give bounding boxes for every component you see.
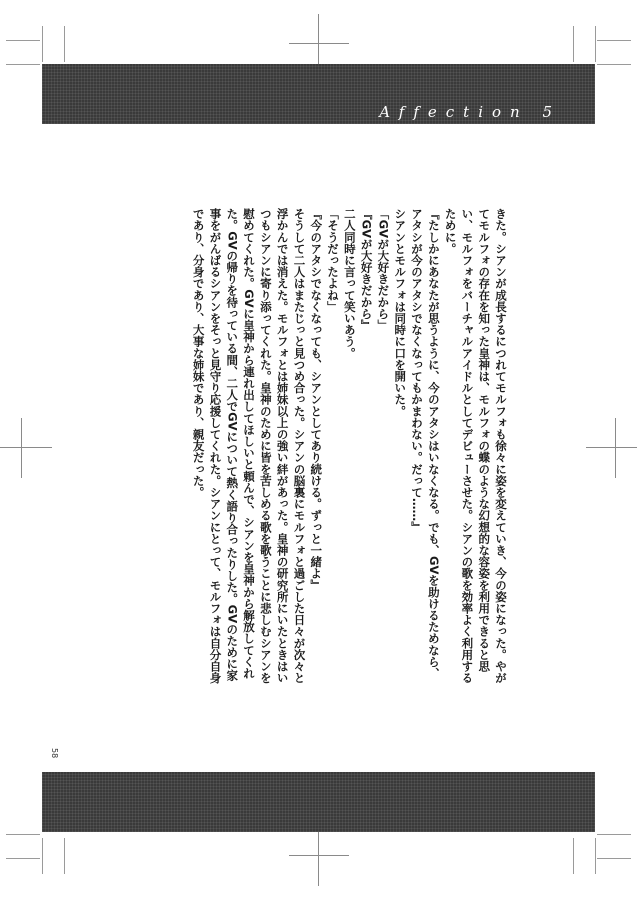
paragraph: 「そうだったよね」 bbox=[326, 208, 341, 313]
crop-mark bbox=[64, 838, 65, 874]
registration-mark-left bbox=[0, 418, 52, 478]
crop-mark bbox=[597, 858, 631, 859]
paragraph: 「GVが大好きだから」 bbox=[376, 208, 391, 331]
crop-mark bbox=[64, 26, 65, 62]
crop-mark bbox=[573, 26, 574, 62]
crop-mark bbox=[595, 26, 596, 62]
crop-mark bbox=[42, 26, 43, 62]
crop-mark bbox=[597, 834, 631, 835]
paragraph: 『今のアタシでなくなっても、シアンとしてあり続ける。ずっと一緒よ』 bbox=[309, 208, 324, 591]
crop-mark bbox=[6, 40, 40, 41]
paragraph: 『GVが大好きだから』 bbox=[359, 208, 374, 331]
crop-mark bbox=[6, 834, 40, 835]
crop-mark bbox=[597, 40, 631, 41]
registration-mark-right bbox=[586, 418, 637, 478]
crop-mark bbox=[573, 838, 574, 874]
paragraph: 『たしかにあなたが思うように、今のアタシはいなくなる。でも、GVを助けるためなら、アタシが今のアタシでなくなってもかまわない。だって……』 bbox=[410, 208, 441, 679]
crop-mark bbox=[42, 838, 43, 874]
header-band bbox=[42, 64, 595, 124]
paragraph: シアンとモルフォは同時に口を開いた。 bbox=[393, 208, 408, 417]
page-number: 58 bbox=[50, 748, 59, 759]
body-text bbox=[124, 208, 509, 688]
paragraph: きた。シアンが成長するにつれてモルフォも徐々に姿を変えていき、今の姿になった。やがてモルフォの存在を知った皇神は、モルフォの蝶のような幻想的な容姿を利用できると思い、モルフォをバーチャルアイドルとしてデビューさせた。シアンの歌を効率よく利用するために。 bbox=[443, 208, 508, 684]
chapter-title: Affection 5 bbox=[379, 103, 561, 121]
crop-mark bbox=[6, 64, 40, 65]
footer-band bbox=[42, 772, 595, 832]
crop-mark bbox=[597, 64, 631, 65]
paragraph: 二人同時に言って笑いあう。 bbox=[342, 208, 357, 359]
registration-mark-bottom bbox=[289, 826, 349, 886]
crop-mark bbox=[6, 858, 40, 859]
paragraph: そうして二人はまたじっと見つめ合った。シアンの脳裏にモルフォと過ごした日々が次々と浮かんでは消えた。モルフォとは姉妹以上の強い絆があった。皇神の研究所にいたときはいつもシアンに寄り添ってくれた。皇神のために皆を苦しめる歌を歌うことに悲しむシアンを慰めてくれた。GVに皇神から連れ出してほしいと頼んで、シアンを皇神から解放してくれた。GVの帰りを待っている間、二人でGVについて熱く語り合ったりした。GVのために家事をがんばるシアンをそっと見守り応援してくれた。シアンにとって、モルフォは自分自身であり、分身であり、大事な姉妹であり、親友だった。 bbox=[191, 208, 307, 684]
crop-mark bbox=[595, 838, 596, 874]
